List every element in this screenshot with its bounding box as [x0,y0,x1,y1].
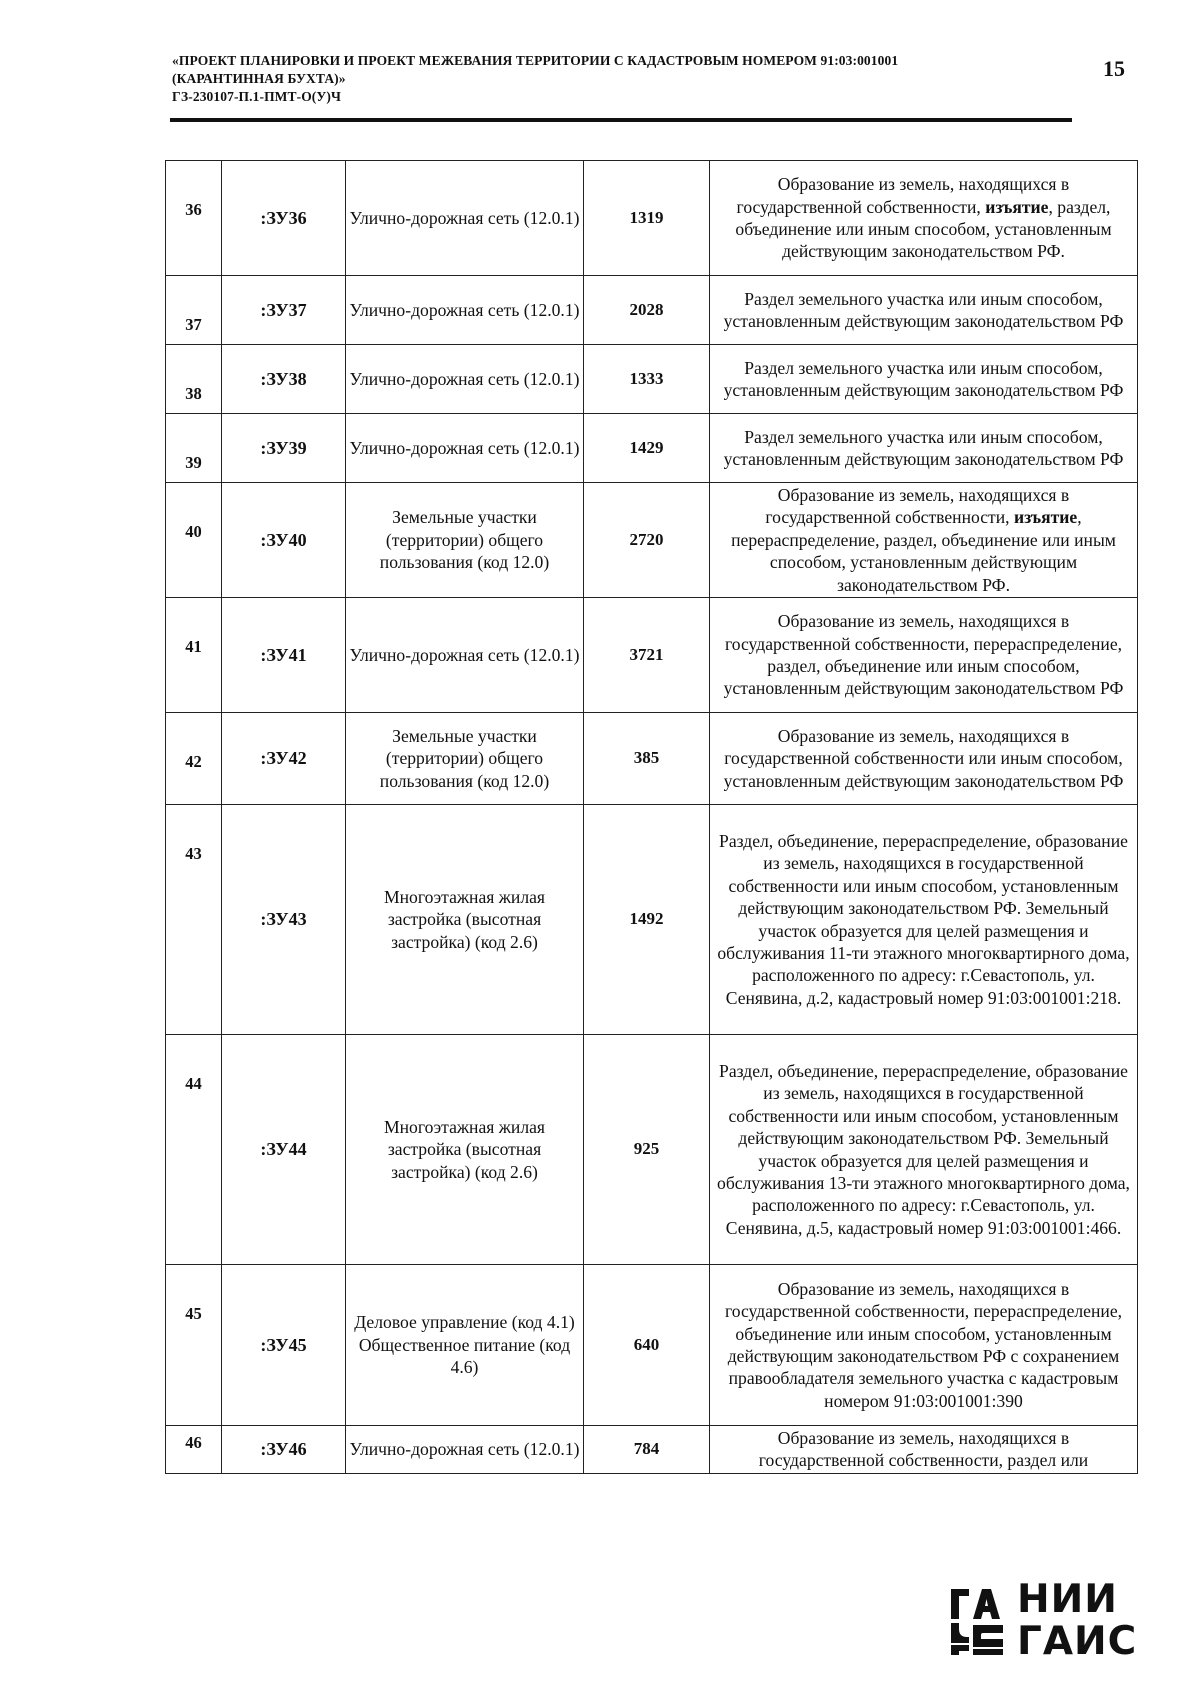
plot-code-cell: :ЗУ36 [222,161,346,276]
area-cell: 640 [584,1265,710,1426]
table-row [166,483,1138,598]
gais-mark-icon [947,1583,1011,1665]
logo-text-gais: ГАИС [1017,1619,1138,1664]
row-number-cell: 42 [166,713,222,805]
emphasis-text: изъятие [1013,507,1078,528]
description-text: Раздел, объединение, перераспределение, образование из земель, находящихся в государственной собственности или иным способом, установленным действующим законодательством РФ. Земельный участок образуется для целей размещения и обслуживания 13-ти этажного многоквартирного дома, расположенного по адресу: г.Севастополь, ул. Сенявина, д.5, кадастровый номер 91:03:001001:466. [717,1060,1130,1238]
table-row [166,414,1138,483]
plot-code-cell: :ЗУ37 [222,276,346,345]
table-row [166,161,1138,276]
table-row [166,598,1138,713]
formation-method-cell [710,805,1138,1035]
area-cell: 1319 [584,161,710,276]
formation-method-cell [710,414,1138,483]
formation-method-cell [710,1035,1138,1265]
permitted-use-cell: Земельные участки (территории) общего пользования (код 12.0) [346,713,584,805]
area-cell: 3721 [584,598,710,713]
header-title-line: «ПРОЕКТ ПЛАНИРОВКИ И ПРОЕКТ МЕЖЕВАНИЯ ТЕРРИТОРИИ С КАДАСТРОВЫМ НОМЕРОМ 91:03:001001 [172,53,899,68]
description-text: Раздел земельного участка или иным способом, установленным действующим законодательством РФ [723,426,1124,469]
permitted-use-cell: Деловое управление (код 4.1) Общественное питание (код 4.6) [346,1265,584,1426]
emphasis-text: изъятие [985,196,1049,217]
formation-method-cell [710,161,1138,276]
permitted-use-cell: Улично-дорожная сеть (12.0.1) [346,161,584,276]
description-text: Образование из земель, находящихся в государственной собственности или иным способом, установленным действующим законодательством РФ [723,725,1124,791]
area-cell: 1492 [584,805,710,1035]
plot-code-cell: :ЗУ39 [222,414,346,483]
permitted-use-cell: Многоэтажная жилая застройка (высотная застройка) (код 2.6) [346,805,584,1035]
plot-code-cell: :ЗУ44 [222,1035,346,1265]
area-cell: 2720 [584,483,710,598]
formation-method-cell [710,483,1138,598]
area-cell: 784 [584,1426,710,1474]
plot-code-cell: :ЗУ41 [222,598,346,713]
permitted-use-cell: Улично-дорожная сеть (12.0.1) [346,1426,584,1474]
row-number-cell: 39 [166,414,222,483]
area-cell: 385 [584,713,710,805]
description-text: Образование из земель, находящихся в государственной собственности, раздел или [758,1428,1089,1471]
description-text: Раздел, объединение, перераспределение, образование из земель, находящихся в государственной собственности или иным способом, установленным действующим законодательством РФ. Земельный участок образуется для целей размещения и обслуживания 11-ти этажного многоквартирного дома, расположенного по адресу: г.Севастополь, ул. Сенявина, д.2, кадастровый номер 91:03:001001:218. [717,830,1130,1008]
table-row [166,1265,1138,1426]
formation-method-cell [710,276,1138,345]
row-number-cell: 44 [166,1035,222,1265]
formation-method-cell [710,1265,1138,1426]
plot-code-cell: :ЗУ42 [222,713,346,805]
permitted-use-cell: Улично-дорожная сеть (12.0.1) [346,345,584,414]
area-cell: 1333 [584,345,710,414]
permitted-use-cell: Земельные участки (территории) общего пользования (код 12.0) [346,483,584,598]
description-text: Раздел земельного участка или иным способом, установленным действующим законодательством РФ [723,357,1124,400]
description-text: Образование из земель, находящихся в государственной собственности, [765,485,1070,528]
row-number-cell: 43 [166,805,222,1035]
permitted-use-cell: Улично-дорожная сеть (12.0.1) [346,276,584,345]
row-number-cell: 40 [166,483,222,598]
formation-method-cell [710,345,1138,414]
header-subtitle-line: (КАРАНТИННАЯ БУХТА)» [172,71,346,86]
formation-method-cell [710,1426,1138,1474]
page-number: 15 [1103,56,1125,81]
area-cell: 2028 [584,276,710,345]
description-text: , раздел, объединение или иным способом, установленным действующим законодательством РФ. [735,196,1112,262]
table-row [166,345,1138,414]
nii-gais-logo [947,1577,1138,1669]
plot-code-cell: :ЗУ43 [222,805,346,1035]
table-row [166,1035,1138,1265]
formation-method-cell [710,598,1138,713]
row-number-cell: 46 [166,1426,222,1474]
plot-code-cell: :ЗУ38 [222,345,346,414]
plot-code-cell: :ЗУ40 [222,483,346,598]
table-row [166,805,1138,1035]
permitted-use-cell: Улично-дорожная сеть (12.0.1) [346,598,584,713]
table-row [166,1426,1138,1474]
plot-code-cell: :ЗУ45 [222,1265,346,1426]
permitted-use-cell: Многоэтажная жилая застройка (высотная застройка) (код 2.6) [346,1035,584,1265]
plot-code-cell: :ЗУ46 [222,1426,346,1474]
land-plots-table-body [166,161,1138,1474]
description-text: Образование из земель, находящихся в государственной собственности, перераспределение, объединение или иным способом, установленным действующим законодательством РФ с сохранением правообладателя земельного участка с кадастровым номером 91:03:001001:390 [724,1278,1123,1411]
description-text: Образование из земель, находящихся в государственной собственности, [736,174,1070,217]
header-document-code: ГЗ-230107-П.1-ПМТ-О(У)Ч [172,89,342,104]
formation-method-cell [710,713,1138,805]
table-row [166,713,1138,805]
row-number-cell: 41 [166,598,222,713]
logo-text-nii: НИИ [1017,1577,1118,1622]
description-text: Раздел земельного участка или иным способом, установленным действующим законодательством РФ [723,288,1124,331]
area-cell: 1429 [584,414,710,483]
description-text: Образование из земель, находящихся в государственной собственности, перераспределение, раздел, объединение или иным способом, установленным действующим законодательством РФ [723,611,1124,699]
area-cell: 925 [584,1035,710,1265]
row-number-cell: 38 [166,345,222,414]
document-header [172,52,1072,106]
header-rule [170,118,1072,122]
permitted-use-cell: Улично-дорожная сеть (12.0.1) [346,414,584,483]
row-number-cell: 36 [166,161,222,276]
land-plots-table [165,160,1138,1474]
description-text: , перераспределение, раздел, объединение или иным способом, установленным действующим законодательством РФ. [731,507,1116,595]
table-row [166,276,1138,345]
row-number-cell: 45 [166,1265,222,1426]
row-number-cell: 37 [166,276,222,345]
